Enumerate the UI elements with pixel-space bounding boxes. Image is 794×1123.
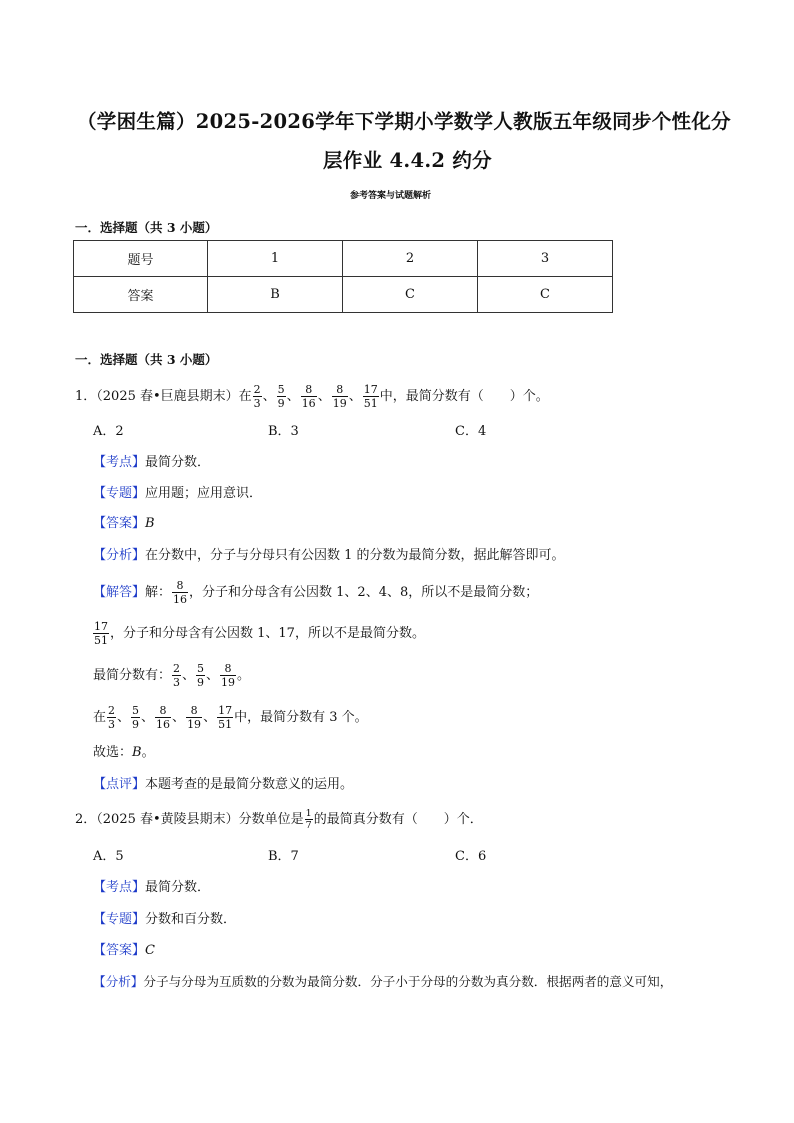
q2-option-c: C．6: [455, 849, 487, 864]
fraction: $\frac{8}{19}$: [187, 704, 202, 731]
q1-prefix: 1．（2025 春•巨鹿县期末）在: [75, 389, 252, 404]
table-cell: 答案: [74, 277, 208, 313]
q1-suffix: 中，最简分数有（ ）个。: [379, 389, 549, 404]
q1-dianping: 【点评】本题考查的是最简分数意义的运用。: [93, 777, 354, 792]
fraction: $\frac{8}{16}$: [301, 383, 316, 410]
doc-subtitle: 参考答案与试题解析: [350, 191, 432, 201]
q2-option-a: A．5: [93, 849, 124, 864]
answer-table: [73, 240, 613, 313]
question-1-stem: 1．（2025 春•巨鹿县期末）在 $\frac{2}{3}$ 、 $\frac{5}{9}$ 、 $\frac{8}{16}$ 、 $\frac{8}{19}$ 、 $\frac{17}{51}$ 中，最简分数有（ ）个。: [75, 383, 549, 410]
table-cell: 1: [208, 241, 343, 277]
q2-zhuanti: 【专题】分数和百分数．: [93, 912, 237, 927]
fraction: $\frac{1}{7}$: [305, 808, 312, 831]
fraction: $\frac{8}{16}$: [173, 579, 188, 606]
zhuanti-tag: 【专题】: [93, 486, 146, 501]
fenxi-tag: 【分析】: [93, 548, 146, 563]
kaodian-tag: 【考点】: [93, 880, 146, 895]
daan-tag: 【答案】: [93, 943, 146, 958]
q2-daan: 【答案】C: [93, 943, 155, 958]
q1-result-line: 在 $\frac{2}{3}$ 、 $\frac{5}{9}$ 、 $\frac{8}{16}$ 、 $\frac{8}{19}$ 、 $\frac{17}{51}$ 中，最简分数有 3 个。: [93, 704, 368, 731]
fraction: $\frac{17}{51}$: [218, 704, 233, 731]
q1-fenxi: 【分析】在分数中，分子与分母只有公因数 1 的分数为最简分数，据此解答即可。: [93, 548, 565, 563]
fraction: $\frac{8}{19}$: [221, 662, 236, 689]
q2-fenxi: 【分析】分子与分母为互质数的分数为最简分数．分子小于分母的分数为真分数．根据两者的意义可知，: [93, 974, 673, 989]
fraction: $\frac{5}{9}$: [277, 383, 285, 410]
table-row: [74, 277, 613, 313]
q2-suffix: 的最简真分数有（ ）个．: [313, 812, 483, 827]
q1-option-c: C．4: [455, 424, 487, 439]
table-cell: C: [478, 277, 613, 313]
table-cell: C: [343, 277, 478, 313]
q1-option-a: A．2: [93, 424, 124, 439]
zhuanti-tag: 【专题】: [93, 912, 146, 927]
q1-daan: 【答案】B: [93, 516, 155, 531]
table-cell: 题号: [74, 241, 208, 277]
q1-option-b: B．3: [268, 424, 299, 439]
section-heading: 一．选择题（共 3 小题）: [75, 220, 218, 235]
dianping-tag: 【点评】: [93, 777, 146, 792]
fraction: $\frac{5}{9}$: [197, 662, 205, 689]
fraction: $\frac{2}{3}$: [173, 662, 181, 689]
doc-title-line1: （学困生篇）2025-2026学年下学期小学数学人教版五年级同步个性化分: [77, 110, 731, 133]
fraction: $\frac{2}{3}$: [253, 383, 261, 410]
q1-zhuanti: 【专题】应用题；应用意识．: [93, 486, 263, 501]
fraction: $\frac{8}{16}$: [156, 704, 171, 731]
jieda-tag: 【解答】: [93, 585, 146, 600]
fenxi-tag: 【分析】: [93, 974, 144, 989]
fraction: $\frac{5}{9}$: [132, 704, 140, 731]
table-cell: B: [208, 277, 343, 313]
daan-tag: 【答案】: [93, 516, 146, 531]
fraction: $\frac{2}{3}$: [108, 704, 116, 731]
fraction: $\frac{17}{51}$: [94, 620, 108, 647]
q1-simplest-line: 最简分数有： $\frac{2}{3}$ 、 $\frac{5}{9}$ 、 $\frac{8}{19}$ 。: [93, 662, 251, 689]
q1-jieda-line1: 【解答】解： $\frac{8}{16}$ ，分子和分母含有公因数 1、2、4、8，所以不是最简分数；: [93, 579, 539, 606]
kaodian-tag: 【考点】: [93, 455, 146, 470]
doc-title-line2: 层作业 4.4.2 约分: [323, 149, 492, 172]
q1-jieda-line2: $\frac{17}{51}$ ，分子和分母含有公因数 1、17，所以不是最简分数。: [94, 620, 425, 647]
q2-option-b: B．7: [268, 849, 299, 864]
q2-kaodian: 【考点】最简分数．: [93, 880, 211, 895]
table-cell: 2: [343, 241, 478, 277]
fraction: $\frac{8}{19}$: [332, 383, 347, 410]
table-cell: 3: [478, 241, 613, 277]
fraction: $\frac{17}{51}$: [363, 383, 378, 410]
section-heading-repeat: 一．选择题（共 3 小题）: [75, 352, 218, 367]
q1-choice: 故选：B。: [93, 745, 155, 760]
q2-prefix: 2．（2025 春•黄陵县期末）分数单位是: [75, 812, 304, 827]
question-2-stem: [75, 809, 483, 830]
q1-kaodian: 【考点】最简分数．: [93, 455, 211, 470]
table-row: [74, 241, 613, 277]
